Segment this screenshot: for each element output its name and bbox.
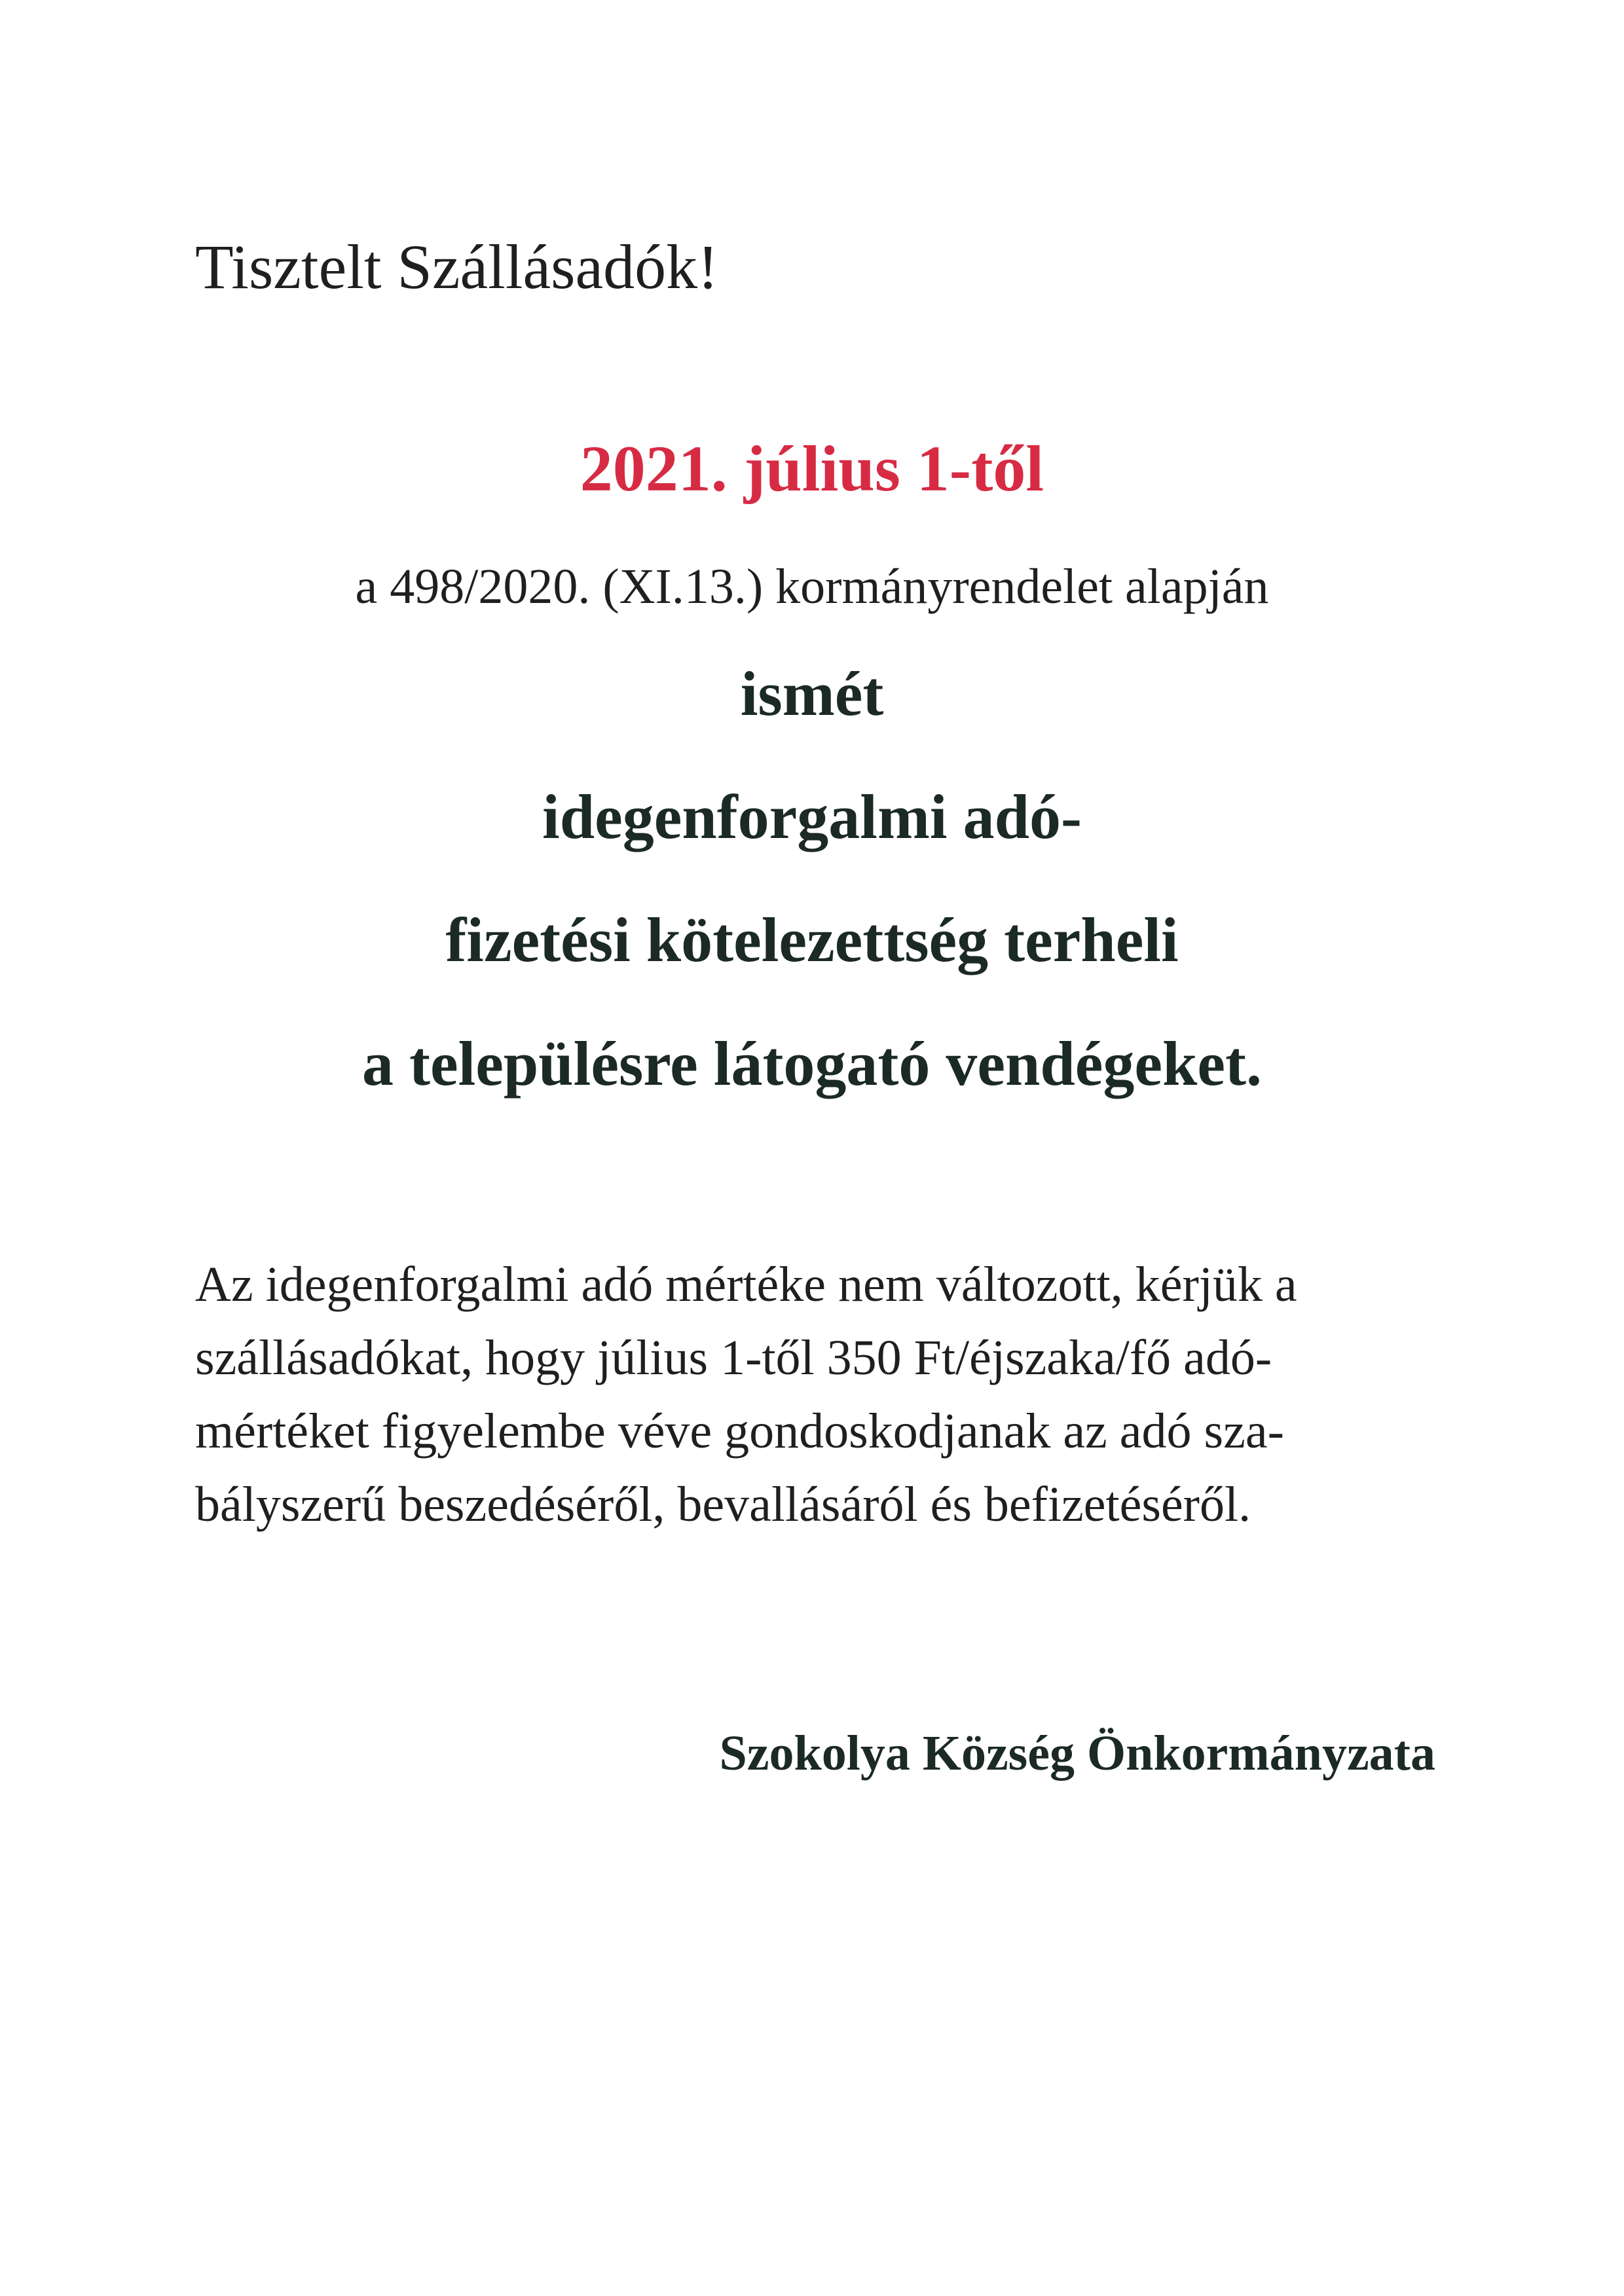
signature: Szokolya Község Önkormányzata: [719, 1726, 1435, 1781]
body-line: szállásadókat, hogy július 1-től 350 Ft/éjszaka/fő adó-: [195, 1330, 1272, 1385]
date-heading: 2021. július 1-től: [580, 432, 1044, 505]
decree-reference: a 498/2020. (XI.13.) kormányrendelet alapján: [355, 559, 1269, 614]
emphasis-line: idegenforgalmi adó-: [542, 782, 1082, 852]
emphasis-line: ismét: [740, 659, 884, 729]
body-line: bályszerű beszedéséről, bevallásáról és befizetéséről.: [195, 1477, 1251, 1532]
emphasis-line: a településre látogató vendégeket.: [362, 1029, 1262, 1099]
emphasis-line: fizetési kötelezettség terheli: [445, 905, 1179, 975]
body-line: mértéket figyelembe véve gondoskodjanak az adó sza-: [195, 1404, 1284, 1459]
body-paragraph: [195, 1248, 1413, 1541]
body-line: Az idegenforgalmi adó mértéke nem változott, kérjük a: [195, 1257, 1297, 1312]
greeting: Tisztelt Szállásadók!: [195, 232, 719, 302]
